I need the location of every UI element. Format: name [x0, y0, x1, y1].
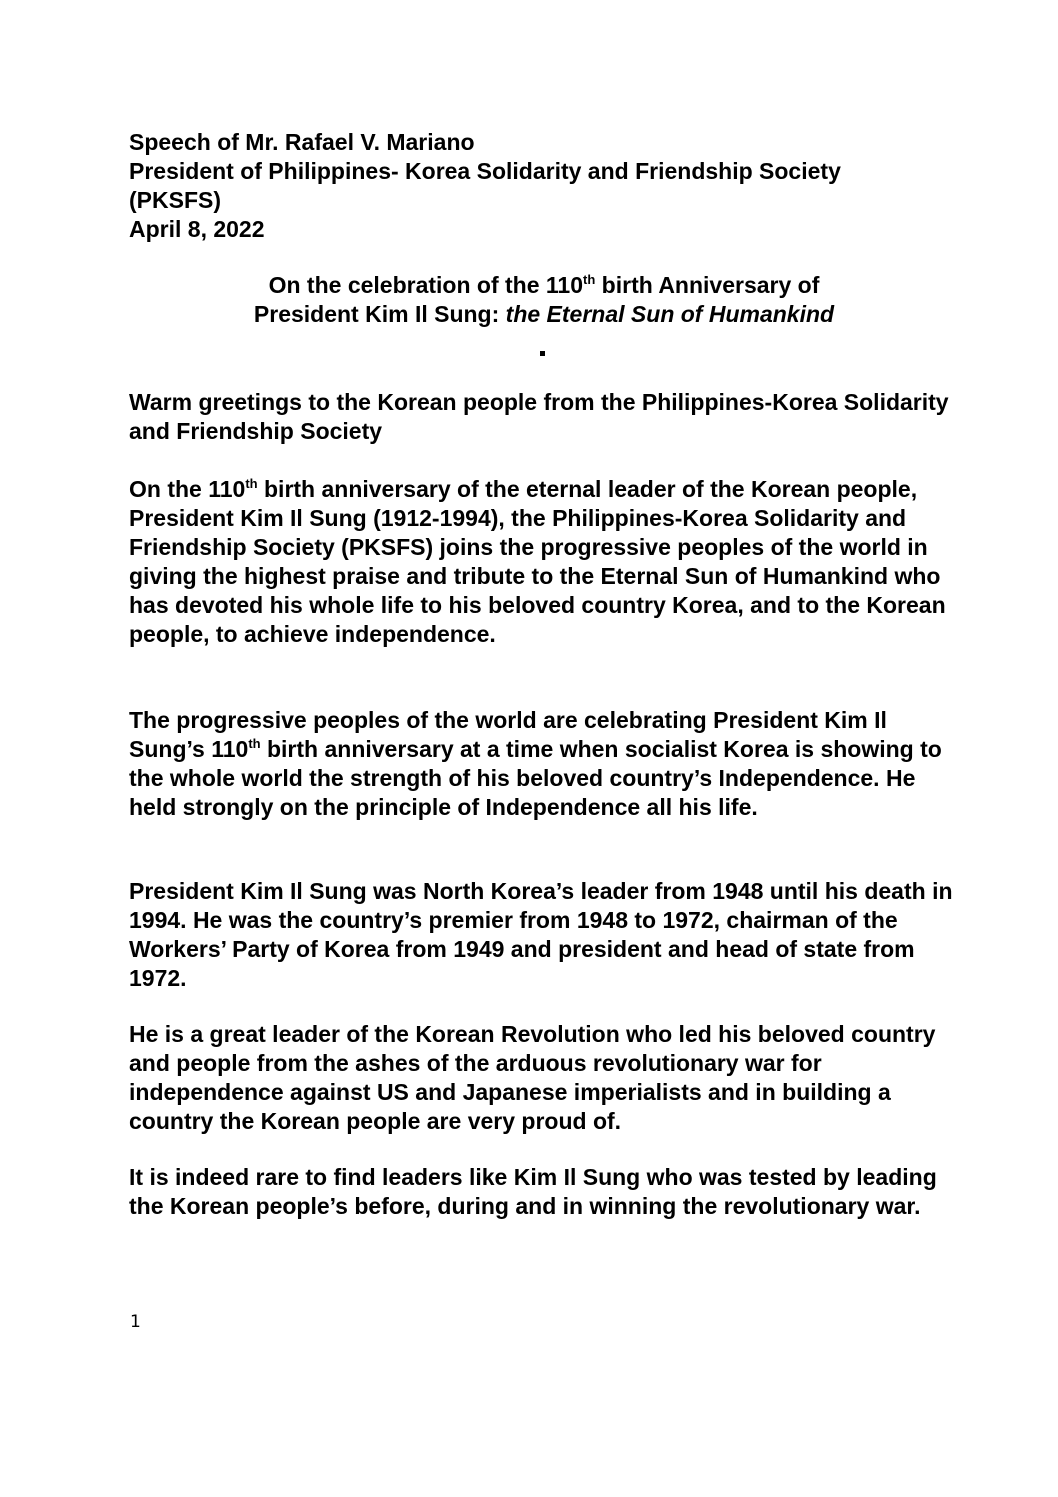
- paragraph-rare-leaders: It is indeed rare to find leaders like Kim Il Sung who was tested by leading the Korean people’s before, during and in winning the revolutionary war.: [129, 1164, 937, 1219]
- speaker-line: Speech of Mr. Rafael V. Mariano: [129, 129, 475, 155]
- title-dot-mark: [540, 351, 545, 356]
- speech-title-line-1: On the celebration of the 110th birth Anniversary of: [268, 272, 820, 298]
- paragraph-revolution: He is a great leader of the Korean Revolution who led his beloved country and people from the ashes of the arduous revolutionary war for independence against US and Japanese imperialists and in building a country the Korean people are very proud of.: [129, 1021, 936, 1134]
- paragraph-celebration: The progressive peoples of the world are celebrating President Kim Il Sung’s 110th birth anniversary at a time when socialist Korea is showing to the whole world the strength of his beloved country’s Independence. He held strongly on the principle of Independence all his life.: [129, 707, 942, 820]
- organization-acronym-line: (PKSFS): [129, 187, 221, 213]
- title-italic-phrase: the Eternal Sun of Humankind: [505, 301, 835, 327]
- paragraph-greeting: Warm greetings to the Korean people from the Philippines-Korea Solidarity and Friendship Society: [129, 389, 949, 444]
- speech-header: [129, 128, 959, 244]
- speech-title: [129, 271, 959, 329]
- speech-title-line-2: President Kim Il Sung: the Eternal Sun of Humankind: [253, 301, 835, 327]
- speaker-title-line: President of Philippines- Korea Solidarity and Friendship Society: [129, 158, 841, 184]
- page-number: 1: [130, 1312, 141, 1332]
- paragraph-biography: President Kim Il Sung was North Korea’s leader from 1948 until his death in 1994. He was the country’s premier from 1948 to 1972, chairman of the Workers’ Party of Korea from 1949 and president and head of state from 1972.: [129, 878, 953, 991]
- paragraph-anniversary: On the 110th birth anniversary of the eternal leader of the Korean people, President Kim Il Sung (1912-1994), the Philippines-Korea Solidarity and Friendship Society (PKSFS) joins the progressive peoples of the world in giving the highest praise and tribute to the Eternal Sun of Humankind who has devoted his whole life to his beloved country Korea, and to the Korean people, to achieve independence.: [129, 476, 946, 647]
- speech-date: April 8, 2022: [129, 216, 265, 242]
